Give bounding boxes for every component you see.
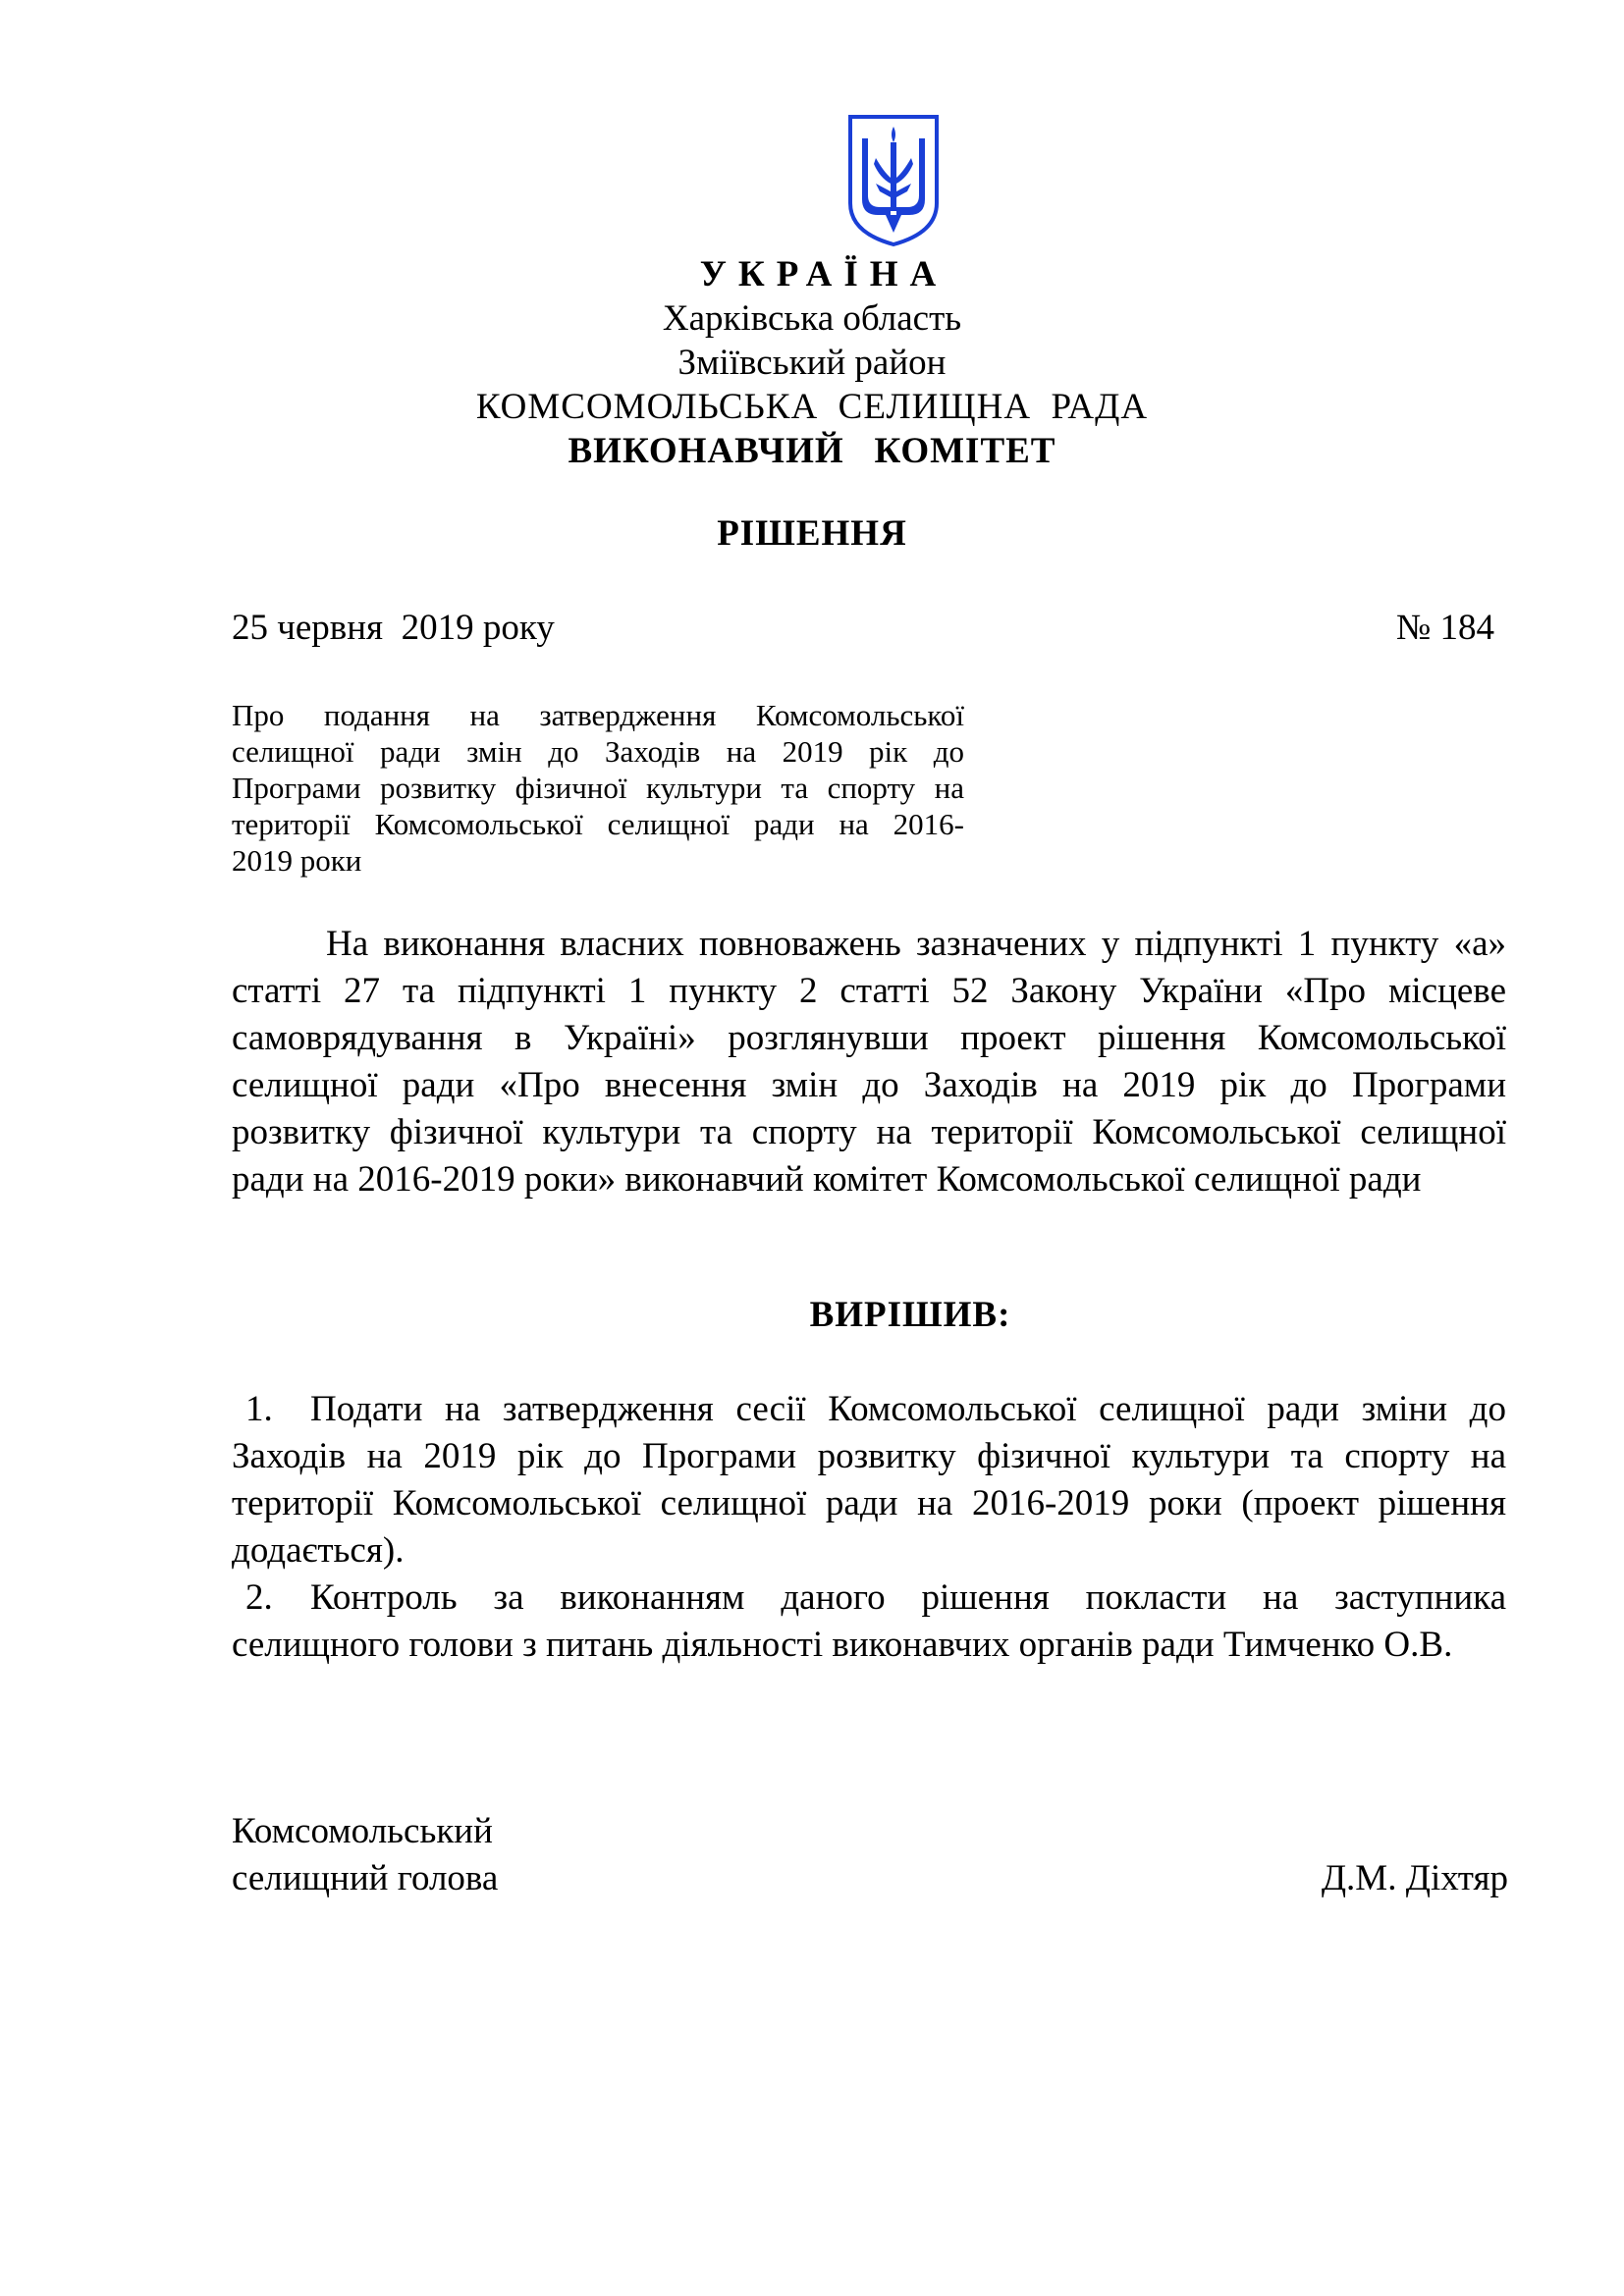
item-line: Контроль за виконанням даного рішення покласти на заступника [310, 1577, 1506, 1618]
tryzub-emblem-icon [846, 113, 941, 248]
preamble-line: На виконання власних повноважень зазначених у підпункті 1 пункту «а» [326, 924, 1506, 964]
subject-line: 2019 роки [232, 843, 362, 878]
preamble-line: статті 27 та підпункті 1 пункту 2 статті 52 Закону України «Про місцеве [232, 971, 1506, 1011]
item-line: території Комсомольської селищної ради на 2016-2019 роки (проект рішення [232, 1483, 1506, 1523]
subject-line: території Комсомольської селищної ради на 2016- [232, 807, 964, 841]
subject-line: Про подання на затвердження Комсомольської [232, 698, 964, 732]
preamble-line: самоврядування в Україні» розглянувши проект рішення Комсомольської [232, 1018, 1506, 1058]
decision-subject [232, 697, 964, 879]
subject-line: селищної ради змін до Заходів на 2019 рік до [232, 734, 964, 769]
preamble-line: розвитку фізичної культури та спорту на території Комсомольської селищної [232, 1112, 1506, 1152]
preamble-paragraph [232, 921, 1506, 1203]
signatory-title [232, 1808, 498, 1902]
resolution-item-1 [232, 1386, 1506, 1433]
item-number: 1. [245, 1389, 273, 1429]
subject-line: Програми розвитку фізичної культури та спорту на [232, 771, 964, 805]
committee-heading: ВИКОНАВЧИЙ КОМІТЕТ [568, 431, 1056, 471]
preamble-line: селищної ради «Про внесення змін до Заходів на 2019 рік до Програми [232, 1065, 1506, 1105]
decision-title: РІШЕННЯ [717, 513, 907, 554]
resolution-item-2 [232, 1575, 1506, 1622]
country-heading: УКРАЇНА [699, 254, 948, 294]
resolution-items [232, 1386, 1506, 1669]
item-line: додається). [232, 1530, 405, 1571]
council-heading: КОМСОМОЛЬСЬКА СЕЛИЩНА РАДА [475, 387, 1149, 427]
preamble-line: ради на 2016-2019 роки» виконавчий комітет Комсомольської селищної ради [232, 1159, 1422, 1200]
signatory-title-line: Комсомольський [232, 1811, 493, 1851]
item-line: селищного голови з питань діяльності виконавчих органів ради Тимченко О.В. [232, 1625, 1453, 1665]
decision-number: № 184 [1395, 608, 1494, 648]
item-line: Подати на затвердження сесії Комсомольської селищної ради зміни до [310, 1389, 1506, 1429]
district-heading: Зміївський район [677, 343, 947, 383]
resolved-heading: ВИРІШИВ: [809, 1295, 1011, 1335]
signatory-title-line: селищний голова [232, 1858, 499, 1898]
item-line: Заходів на 2019 рік до Програми розвитку фізичної культури та спорту на [232, 1436, 1506, 1476]
signatory-name: Д.М. Діхтяр [1321, 1858, 1508, 1898]
decision-date: 25 червня 2019 року [232, 608, 555, 648]
region-heading: Харківська область [662, 298, 962, 339]
item-number: 2. [245, 1577, 273, 1618]
